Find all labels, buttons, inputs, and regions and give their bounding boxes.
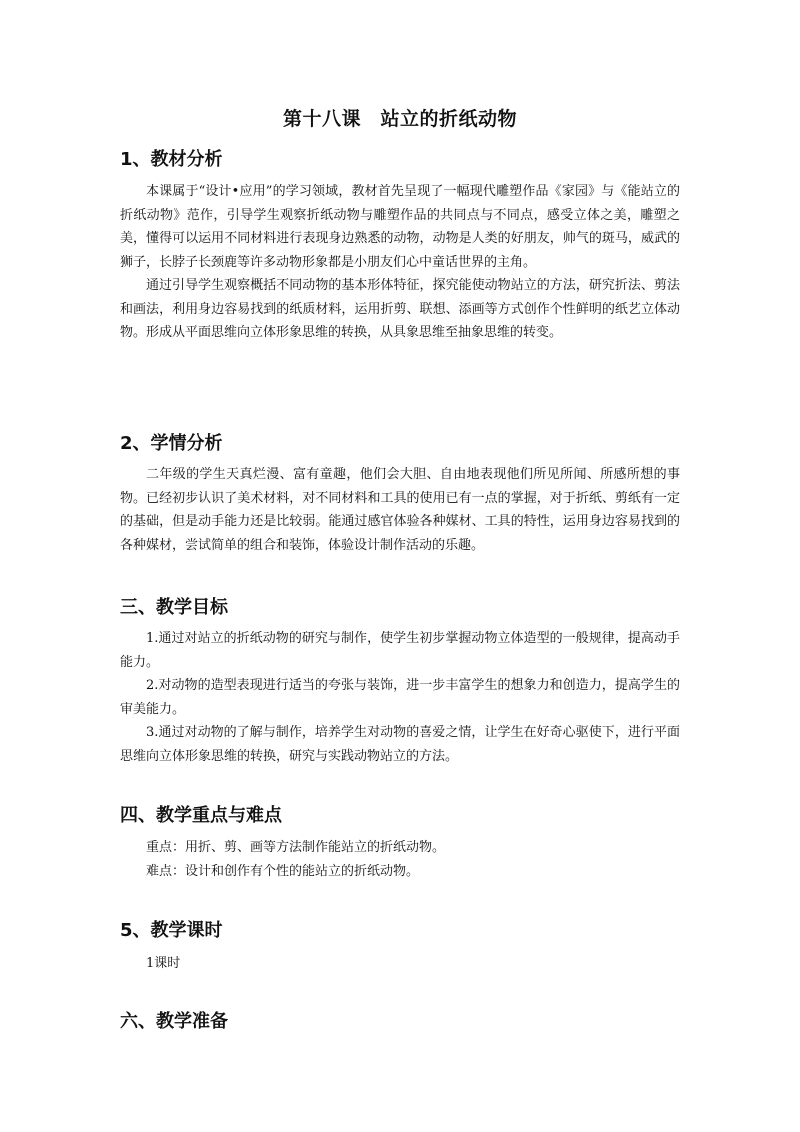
document-title: 第十八课 站立的折纸动物 [282,108,517,130]
section-heading-key-points: 四、教学重点与难点 [120,805,282,826]
paragraph: 通过引导学生观察概括不同动物的基本形体特征，探究能使动物站立的方法，研究折法、剪法和画法，利用身边容易找到的纸质材料，运用折剪、联想、添画等方式创作个性鲜明的纸艺立体动物。形成从平面思维向立体形象思维的转换，从具象思维至抽象思维的转变。 [120,278,680,340]
section-heading-teaching-preparation: 六、教学准备 [120,1011,228,1032]
paragraph: 本课属于“设计•应用”的学习领域，教材首先呈现了一幅现代雕塑作品《家园》与《能站立的折纸动物》范作，引导学生观察折纸动物与雕塑作品的共同点与不同点，感受立体之美，雕塑之美，懂得可以运用不同材料进行表现身边熟悉的动物，动物是人类的好朋友，帅气的斑马，威武的狮子，长脖子长颈鹿等许多动物形象都是小朋友们心中童话世界的主角。 [120,184,680,270]
paragraph: 3.通过对动物的了解与制作，培养学生对动物的喜爱之情，让学生在好奇心驱使下，进行平面思维向立体形象思维的转换，研究与实践动物站立的方法。 [120,725,680,764]
paragraph: 2.对动物的造型表现进行适当的夸张与装饰，进一步丰富学生的想象力和创造力，提高学生的审美能力。 [120,678,680,717]
section-heading-student-analysis: 2、学情分析 [120,433,223,454]
section-body-key-points [120,836,680,883]
section-heading-teaching-objectives: 三、教学目标 [120,597,228,618]
paragraph: 重点：用折、剪、画等方法制作能站立的折纸动物。 [146,840,446,855]
paragraph: 1课时 [146,956,181,971]
section-heading-class-hours: 5、教学课时 [120,920,223,941]
paragraph: 1.通过对站立的折纸动物的研究与制作，使学生初步掌握动物立体造型的一般规律，提高动手能力。 [120,631,680,670]
paragraph: 难点：设计和创作有个性的能站立的折纸动物。 [146,863,420,879]
section-body-textbook-analysis [120,180,680,345]
paragraph: 二年级的学生天真烂漫、富有童趣，他们会大胆、自由地表现他们所见所闻、所感所想的事物。已经初步认识了美术材料，对不同材料和工具的使用已有一点的掌握，对于折纸、剪纸有一定的基础，但是动手能力还是比较弱。能通过感官体验各种媒材、工具的特性，运用身边容易找到的各种媒材，尝试简单的组合和装饰，体验设计制作活动的乐趣。 [120,467,680,553]
section-body-class-hours [120,952,680,976]
section-body-student-analysis [120,463,680,557]
section-body-teaching-objectives [120,627,680,768]
section-heading-textbook-analysis: 1、教材分析 [120,149,223,170]
